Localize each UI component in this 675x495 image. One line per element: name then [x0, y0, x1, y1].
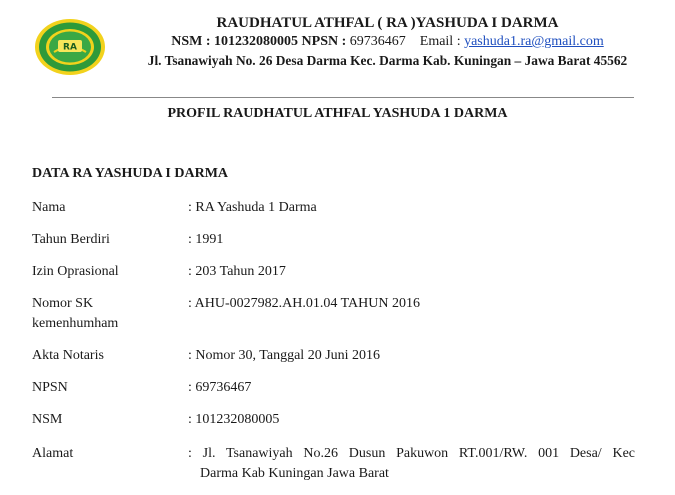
field-value-izin-oprasional: : 203 Tahun 2017 [188, 264, 286, 279]
field-label-nama: Nama [32, 200, 66, 215]
school-name: RAUDHATUL ATHFAL ( RA )YASHUDA I DARMA [216, 15, 559, 31]
header-divider [52, 97, 634, 98]
id-line [110, 34, 665, 50]
field-label-akta-notaris: Akta Notaris [32, 348, 104, 363]
field-label-alamat: Alamat [32, 446, 74, 461]
field-label-tahun-berdiri: Tahun Berdiri [32, 232, 110, 247]
field-value-alamat: : Jl. Tsanawiyah No.26 Dusun Pakuwon RT.001/RW. 001 Desa/ Kec [188, 446, 635, 461]
field-value-nsm: : 101232080005 [188, 412, 280, 427]
email-link[interactable]: yashuda1.ra@gmail.com [464, 34, 604, 49]
field-label-npsn: NPSN [32, 380, 68, 395]
field-value-alamat-line2: Darma Kab Kuningan Jawa Barat [200, 466, 389, 481]
field-label-nomor-sk-line2: kemenhumham [32, 316, 119, 331]
field-value-npsn: : 69736467 [188, 380, 252, 395]
field-value-nama: : RA Yashuda 1 Darma [188, 200, 317, 215]
field-value-akta-notaris: : Nomor 30, Tanggal 20 Juni 2016 [188, 348, 381, 363]
field-label-nsm: NSM [32, 412, 63, 427]
npsn-value: 69736467 [346, 34, 406, 49]
email-label: Email : [419, 34, 461, 49]
field-value-tahun-berdiri: : 1991 [188, 232, 224, 247]
school-logo [34, 18, 106, 76]
section-title: DATA RA YASHUDA I DARMA [32, 166, 229, 181]
field-label-nomor-sk: Nomor SK [32, 296, 94, 311]
field-value-nomor-sk: : AHU-0027982.AH.01.04 TAHUN 2016 [188, 296, 420, 311]
logo-text: RA [63, 42, 77, 53]
nsm-npsn-label: NSM : 101232080005 NPSN : [171, 34, 347, 49]
school-address: Jl. Tsanawiyah No. 26 Desa Darma Kec. Darma Kab. Kuningan – Jawa Barat 45562 [147, 53, 628, 68]
document-title: PROFIL RAUDHATUL ATHFAL YASHUDA 1 DARMA [167, 106, 508, 121]
field-label-izin-oprasional: Izin Oprasional [32, 264, 119, 279]
